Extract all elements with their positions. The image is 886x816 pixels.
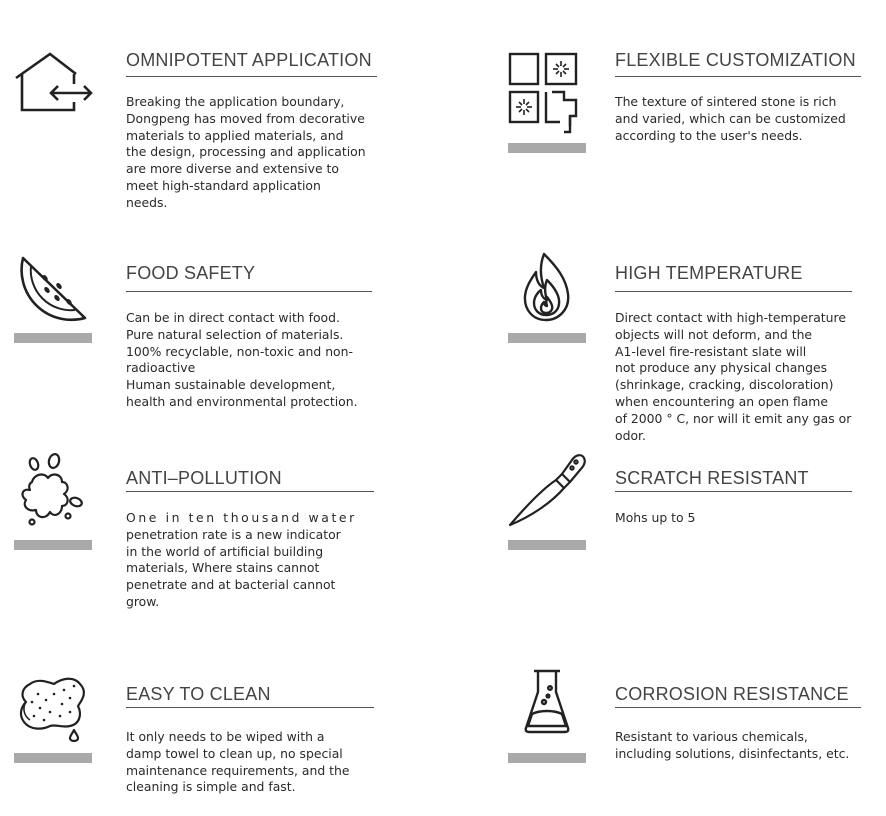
description-line: health and environmental protection.	[126, 393, 358, 409]
feature-title: FLEXIBLE CUSTOMIZATION	[615, 50, 856, 70]
description-line: penetrate and at bacterial cannot	[126, 577, 336, 593]
feature-title: FOOD SAFETY	[126, 263, 256, 283]
description-line: of 2000 ° C, nor will it emit any gas or	[615, 410, 852, 426]
description-line: The texture of sintered stone is rich	[615, 94, 837, 109]
feature-description	[126, 310, 372, 411]
feature-description	[126, 94, 372, 212]
description-line: grow.	[126, 593, 160, 609]
description-line: are more diverse and extensive to	[126, 161, 339, 177]
title-underline	[126, 491, 374, 492]
feature-description	[615, 510, 861, 527]
description-line: Pure natural selection of materials.	[126, 326, 344, 342]
description-line: needs.	[126, 194, 168, 210]
description-line: 100% recyclable, non-toxic and non-	[126, 343, 353, 359]
feature-title: SCRATCH RESISTANT	[615, 468, 809, 488]
description-line: the design, processing and application	[126, 144, 366, 160]
feature-title: CORROSION RESISTANCE	[615, 684, 849, 704]
feature-title: ANTI–POLLUTION	[126, 468, 282, 488]
description-line: meet high-standard application	[126, 177, 321, 193]
description-line: when encountering an open flame	[615, 393, 828, 409]
description-line: materials to applied materials, and	[126, 127, 344, 143]
accent-bar	[14, 753, 92, 763]
description-line: maintenance requirements, and the	[126, 762, 350, 778]
feature-description	[615, 729, 861, 763]
accent-bar	[508, 753, 586, 763]
flame-icon	[522, 252, 572, 322]
tiles-grid-icon	[508, 52, 588, 136]
description-line: and varied, which can be customized	[615, 110, 846, 126]
description-line: not produce any physical changes	[615, 360, 828, 376]
feature-title: HIGH TEMPERATURE	[615, 263, 803, 283]
description-line: cleaning is simple and fast.	[126, 779, 296, 795]
description-line: A1-level fire-resistant slate will	[615, 343, 807, 359]
description-line: according to the user's needs.	[615, 127, 803, 143]
feature-description	[615, 94, 861, 144]
description-line: Breaking the application boundary,	[126, 94, 345, 109]
knife-icon	[508, 452, 588, 528]
feature-title: OMNIPOTENT APPLICATION	[126, 50, 372, 70]
accent-bar	[14, 333, 92, 343]
house-arrow-icon	[14, 52, 96, 116]
description-line: odor.	[615, 427, 646, 443]
description-line: in the world of artificial building	[126, 543, 324, 559]
feature-title: EASY TO CLEAN	[126, 684, 271, 704]
description-line: penetration rate is a new indicator	[126, 526, 341, 542]
flask-icon	[524, 668, 570, 734]
description-line: damp towel to clean up, no special	[126, 745, 343, 761]
accent-bar	[14, 540, 92, 550]
feature-description	[126, 510, 372, 611]
description-line: Direct contact with high-temperature	[615, 310, 846, 325]
stain-splash-icon	[18, 452, 88, 528]
accent-bar	[508, 540, 586, 550]
description-line: materials, Where stains cannot	[126, 560, 320, 576]
title-underline	[126, 76, 377, 77]
watermelon-slice-icon	[17, 254, 89, 326]
sponge-icon	[18, 674, 90, 742]
title-underline	[126, 291, 372, 292]
description-line: Resistant to various chemicals,	[615, 729, 808, 744]
description-line: Dongpeng has moved from decorative	[126, 110, 365, 126]
description-line: radioactive	[126, 360, 196, 376]
feature-description	[126, 729, 372, 796]
description-line: It only needs to be wiped with a	[126, 729, 325, 744]
description-line: Human sustainable development,	[126, 377, 336, 393]
title-underline	[615, 491, 852, 492]
description-line: objects will not deform, and the	[615, 326, 813, 342]
description-line: Mohs up to 5	[615, 510, 696, 525]
feature-description	[615, 310, 861, 444]
accent-bar	[508, 333, 586, 343]
title-underline	[615, 707, 861, 708]
description-line: Can be in direct contact with food.	[126, 310, 340, 325]
title-underline	[126, 707, 374, 708]
title-underline	[615, 291, 852, 292]
description-line: (shrinkage, cracking, discoloration)	[615, 377, 834, 393]
description-line: One in ten thousand water	[126, 510, 357, 525]
accent-bar	[508, 143, 586, 153]
description-line: including solutions, disinfectants, etc.	[615, 745, 850, 761]
title-underline	[615, 76, 861, 77]
